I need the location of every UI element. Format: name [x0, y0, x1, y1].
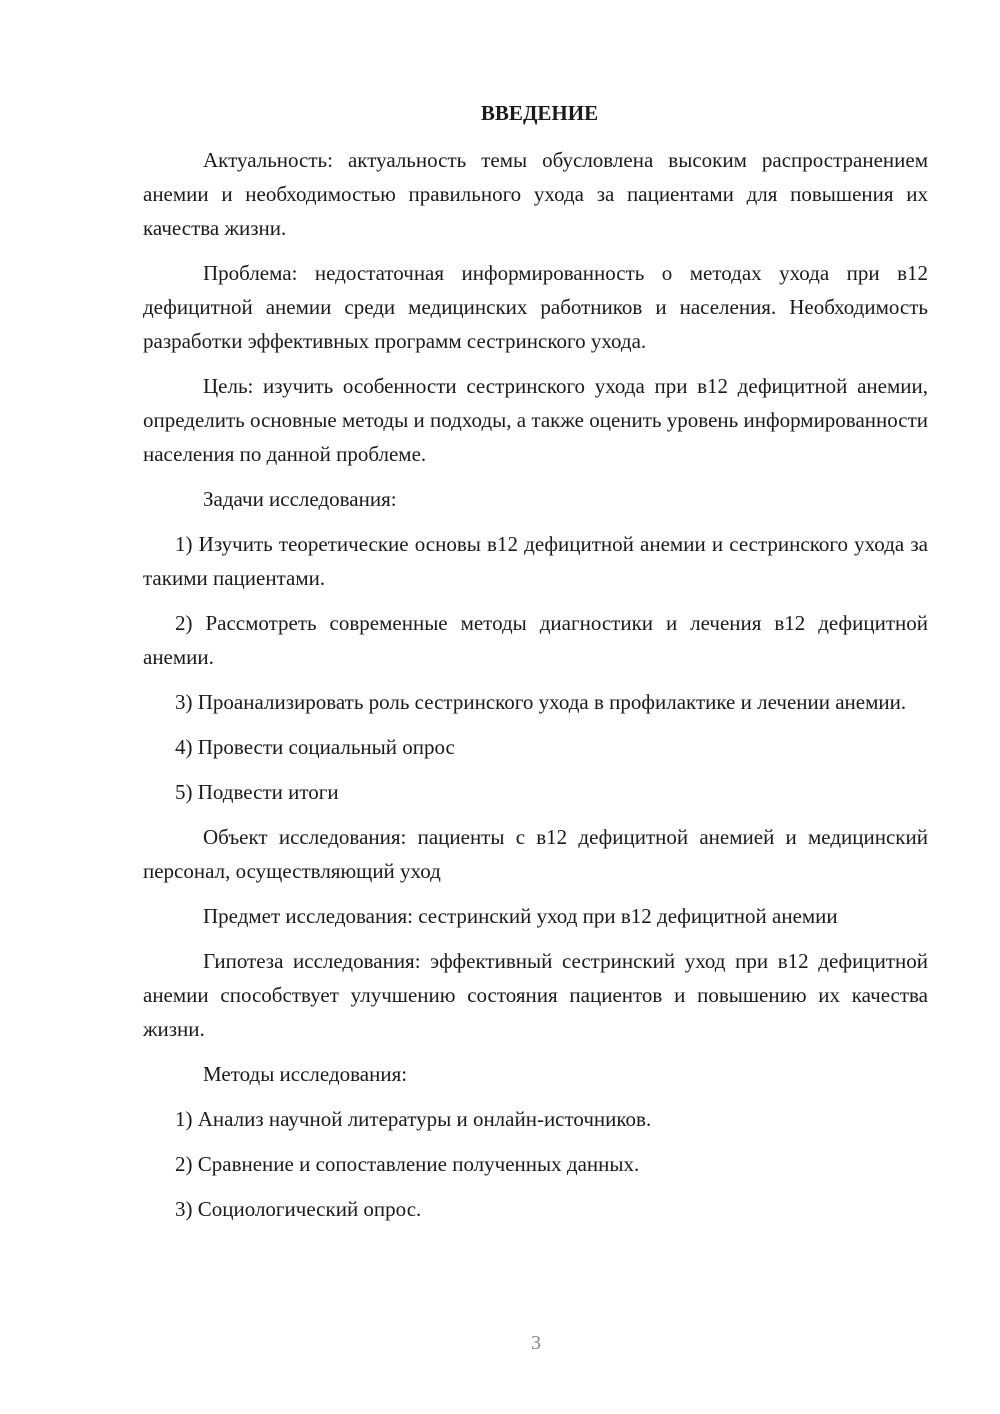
task-item-2: 2) Рассмотреть современные методы диагностики и лечения в12 дефицитной анемии. [143, 611, 928, 669]
object-paragraph: Объект исследования: пациенты с в12 дефицитной анемией и медицинский персонал, осуществляющий уход [143, 825, 928, 883]
hypothesis-paragraph: Гипотеза исследования: эффективный сестринский уход при в12 дефицитной анемии способствует улучшению состояния пациентов и повышению их качества жизни. [143, 949, 928, 1041]
goal-paragraph: Цель: изучить особенности сестринского ухода при в12 дефицитной анемии, определить основные методы и подходы, а также оценить уровень информированности населения по данной проблеме. [143, 374, 928, 466]
method-item-3: 3) Социологический опрос. [175, 1197, 422, 1221]
subject-paragraph: Предмет исследования: сестринский уход при в12 дефицитной анемии [203, 904, 838, 928]
methods-heading: Методы исследования: [203, 1062, 408, 1086]
page-title: ВВЕДЕНИЕ [480, 101, 599, 125]
relevance-paragraph: Актуальность: актуальность темы обусловлена высоким распространением анемии и необходимостью правильного ухода за пациентами для повышения их качества жизни. [143, 148, 928, 240]
page-number: 3 [531, 1332, 541, 1354]
task-item-3: 3) Проанализировать роль сестринского ухода в профилактике и лечении анемии. [175, 690, 907, 714]
document-body [143, 96, 928, 1237]
task-item-1: 1) Изучить теоретические основы в12 дефицитной анемии и сестринского ухода за такими пациентами. [143, 532, 928, 590]
method-item-1: 1) Анализ научной литературы и онлайн-источников. [175, 1107, 652, 1131]
task-item-4: 4) Провести социальный опрос [175, 735, 455, 759]
task-item-5: 5) Подвести итоги [175, 780, 339, 804]
tasks-heading: Задачи исследования: [203, 487, 397, 511]
problem-paragraph: Проблема: недостаточная информированность о методах ухода при в12 дефицитной анемии среди медицинских работников и населения. Необходимость разработки эффективных программ сестринского ухода. [143, 261, 928, 353]
method-item-2: 2) Сравнение и сопоставление полученных данных. [175, 1152, 640, 1176]
